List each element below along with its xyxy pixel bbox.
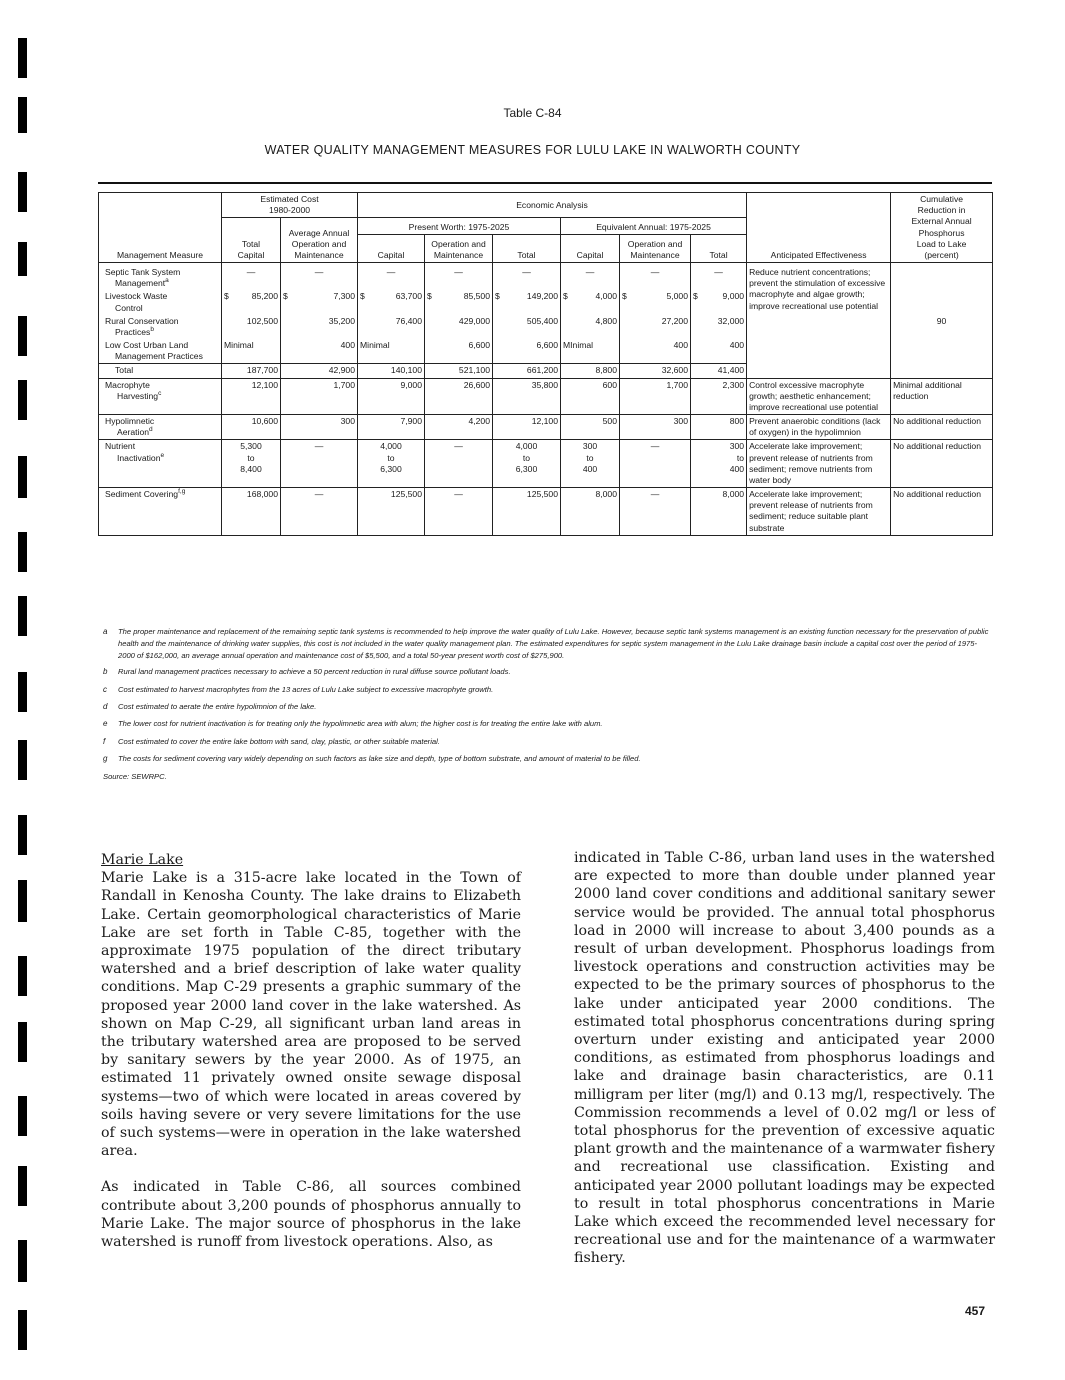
effectiveness-cell: Control excessive macrophyte growth; aesthetic enhancement; improve recreational use potential bbox=[747, 378, 891, 415]
binding-mark bbox=[18, 1166, 27, 1206]
value-cell: 4,000 to 6,300 bbox=[358, 440, 425, 488]
text-column-left bbox=[101, 851, 521, 1251]
value-cell: Minimal bbox=[222, 339, 281, 364]
value-cell: — bbox=[493, 266, 561, 290]
measure-cell: Macrophyte Harvesting$^c$ bbox=[99, 378, 222, 415]
header-total-capital: Total Capital bbox=[222, 218, 281, 263]
table-row bbox=[99, 488, 993, 536]
footnote: c Cost estimated to harvest macrophytes from the 13 acres of Lulu Lake subject to excessive macrophyte growth. bbox=[103, 684, 494, 694]
header-anticipated-effectiveness: Anticipated Effectiveness bbox=[747, 193, 891, 263]
header-present-worth: Present Worth: 1975-2025 bbox=[358, 218, 561, 235]
value-cell: 12,100 bbox=[222, 378, 281, 415]
value-cell: 300 bbox=[620, 415, 691, 440]
header-pw-capital: Capital bbox=[358, 235, 425, 263]
table-row bbox=[99, 415, 993, 440]
value-cell: Minimal bbox=[358, 339, 425, 364]
paragraph: Marie Lake is a 315-acre lake located in the Town of Randall in Kenosha County. The lake drains to Elizabeth Lake. Certain geomorphological characteristics of Marie Lake are set forth in Table C-85, together with the approximate 1975 population of the direct tributary watershed and a brief description of lake water quality conditions. Map C-29 presents a graphic summary of the proposed year 2000 land cover in the lake watershed. As shown on Map C-29, all significant urban land areas in the tributary watershed area are proposed to be served by sanitary sewers by the year 2000. As of 1975, an estimated 11 privately owned onsite sewage disposal systems—two of which were located in areas covered by soils having severe or very severe limitations for the use of such systems—were in operation in the lake watershed area. bbox=[101, 870, 521, 1160]
footnote: e The lower cost for nutrient inactivation is for treating only the hypolimnetic area with alum; the higher cost is for treating the entire lake with alum. bbox=[103, 719, 603, 729]
rule-line bbox=[98, 182, 992, 184]
binding-mark bbox=[18, 456, 27, 498]
source-line: Source: SEWRPC. bbox=[103, 771, 167, 781]
cumulative-cell: No additional reduction bbox=[891, 440, 993, 488]
effectiveness-cell: Prevent anaerobic conditions (lack of oxygen) in the hypolimnion bbox=[747, 415, 891, 440]
value-cell: $ 9,000 bbox=[691, 290, 747, 314]
text-column-right bbox=[574, 849, 995, 1268]
value-cell: 10,600 bbox=[222, 415, 281, 440]
value-cell: $ 5,000 bbox=[620, 290, 691, 314]
binding-mark bbox=[18, 880, 27, 922]
value-cell: $ 85,200 bbox=[222, 290, 281, 314]
value-cell: 12,100 bbox=[493, 415, 561, 440]
measure-cell: Low Cost Urban Land Management Practices bbox=[99, 339, 222, 364]
cumulative-cell: No additional reduction bbox=[891, 415, 993, 440]
binding-mark bbox=[18, 532, 27, 572]
value-cell: — bbox=[620, 488, 691, 536]
value-cell: 4,800 bbox=[561, 315, 620, 339]
value-cell: 168,000 bbox=[222, 488, 281, 536]
binding-mark bbox=[18, 172, 27, 212]
page-number: 457 bbox=[965, 1304, 986, 1318]
header-ea-capital: Capital bbox=[561, 235, 620, 263]
value-cell: $ 7,300 bbox=[281, 290, 358, 314]
table-title: Table C-84 bbox=[503, 106, 562, 120]
value-cell: — bbox=[281, 488, 358, 536]
header-pw-total: Total bbox=[493, 235, 561, 263]
value-cell: 6,600 bbox=[493, 339, 561, 364]
header-economic-analysis: Economic Analysis bbox=[358, 193, 747, 218]
value-cell: 521,100 bbox=[425, 364, 493, 378]
value-cell: $ 63,700 bbox=[358, 290, 425, 314]
header-pw-om: Operation and Maintenance bbox=[425, 235, 493, 263]
value-cell: 429,000 bbox=[425, 315, 493, 339]
value-cell: $ 85,500 bbox=[425, 290, 493, 314]
value-cell: 35,200 bbox=[281, 315, 358, 339]
value-cell: $ 4,000 bbox=[561, 290, 620, 314]
table-row bbox=[99, 378, 993, 415]
effectiveness-cell: Reduce nutrient concentrations; prevent the stimulation of excessive macrophyte and algae growth; improve recreational use potential bbox=[747, 266, 891, 378]
value-cell: 42,900 bbox=[281, 364, 358, 378]
value-cell: $ 149,200 bbox=[493, 290, 561, 314]
table-row bbox=[99, 266, 993, 290]
binding-mark bbox=[18, 815, 27, 855]
value-cell: 4,000 to 6,300 bbox=[493, 440, 561, 488]
value-cell: 32,000 bbox=[691, 315, 747, 339]
binding-mark bbox=[18, 596, 27, 636]
value-cell: 140,100 bbox=[358, 364, 425, 378]
header-equivalent-annual: Equivalent Annual: 1975-2025 bbox=[561, 218, 747, 235]
value-cell: 27,200 bbox=[620, 315, 691, 339]
value-cell: 5,300 to 8,400 bbox=[222, 440, 281, 488]
value-cell: 300 to 400 bbox=[691, 440, 747, 488]
binding-mark bbox=[18, 1096, 27, 1136]
binding-mark bbox=[18, 380, 27, 420]
value-cell: 800 bbox=[691, 415, 747, 440]
header-average-annual-om: Average Annual Operation and Maintenance bbox=[281, 218, 358, 263]
management-measures-table bbox=[98, 192, 993, 536]
value-cell: 1,700 bbox=[281, 378, 358, 415]
measure-cell: Nutrient Inactivation$^e$ bbox=[99, 440, 222, 488]
measure-cell: Septic Tank System Management$^a$ bbox=[99, 266, 222, 290]
table-row bbox=[99, 440, 993, 488]
binding-mark bbox=[18, 1310, 27, 1350]
value-cell: — bbox=[358, 266, 425, 290]
value-cell: MInimal bbox=[561, 339, 620, 364]
value-cell: 2,300 bbox=[691, 378, 747, 415]
value-cell: 6,600 bbox=[425, 339, 493, 364]
value-cell: 125,500 bbox=[358, 488, 425, 536]
value-cell: 35,800 bbox=[493, 378, 561, 415]
value-cell: 125,500 bbox=[493, 488, 561, 536]
header-estimated-cost: Estimated Cost 1980-2000 bbox=[222, 193, 358, 218]
value-cell: — bbox=[620, 266, 691, 290]
value-cell: — bbox=[281, 440, 358, 488]
value-cell: 661,200 bbox=[493, 364, 561, 378]
binding-mark bbox=[18, 740, 27, 780]
value-cell: 600 bbox=[561, 378, 620, 415]
value-cell: 187,700 bbox=[222, 364, 281, 378]
binding-mark bbox=[18, 956, 27, 996]
footnote: a The proper maintenance and replacement of the remaining septic tank systems is recommended to help improve the water quality of Lulu Lake. However, because septic tank systems management is an existing function necessary for the preservation of public health and the maintenance of drinking water supplies, this cost is not included in the water quality management plan. The estimated expenditures for septic system management in the Lulu Lake drainage basin include a capital cost over the period of 1975-2000 of $162,000, an average annual operation and maintenance cost of $5,500, and a total 50-year present worth cost of $275,900. bbox=[103, 627, 989, 660]
header-measure: Management Measure bbox=[99, 193, 222, 263]
value-cell: 8,000 bbox=[691, 488, 747, 536]
value-cell: 505,400 bbox=[493, 315, 561, 339]
binding-mark bbox=[18, 316, 27, 356]
footnote: g The costs for sediment covering vary widely depending on such factors as lake size and depth, type of bottom substrate, and amount of material to be filled. bbox=[103, 754, 641, 764]
measure-cell: Sediment Covering$^{f,g}$ bbox=[99, 488, 222, 536]
section-heading: Marie Lake bbox=[101, 852, 184, 868]
measure-cell: Total bbox=[99, 364, 222, 378]
binding-mark bbox=[18, 38, 27, 78]
header-ea-total: Total bbox=[691, 235, 747, 263]
value-cell: 1,700 bbox=[620, 378, 691, 415]
cumulative-cell: Minimal additional reduction bbox=[891, 378, 993, 415]
value-cell: 300 to 400 bbox=[561, 440, 620, 488]
value-cell: — bbox=[425, 266, 493, 290]
binding-mark bbox=[18, 242, 27, 276]
value-cell: 8,000 bbox=[561, 488, 620, 536]
value-cell: 500 bbox=[561, 415, 620, 440]
value-cell: — bbox=[281, 266, 358, 290]
value-cell: 400 bbox=[620, 339, 691, 364]
value-cell: 76,400 bbox=[358, 315, 425, 339]
value-cell: 4,200 bbox=[425, 415, 493, 440]
binding-mark bbox=[18, 1240, 27, 1282]
value-cell: 102,500 bbox=[222, 315, 281, 339]
paragraph: As indicated in Table C-86, all sources combined contribute about 3,200 pounds of phosphorus annually to Marie Lake. The major source of phosphorus in the lake watershed is runoff from livestock operations. Also, as bbox=[101, 1179, 521, 1251]
header-cumulative-reduction: Cumulative Reduction in External Annual Phosphorus Load to Lake (percent) bbox=[891, 193, 993, 263]
binding-mark bbox=[18, 672, 27, 712]
value-cell: — bbox=[561, 266, 620, 290]
value-cell: 9,000 bbox=[358, 378, 425, 415]
value-cell: 400 bbox=[691, 339, 747, 364]
effectiveness-cell: Accelerate lake improvement; prevent release of nutrients from sediment; remove nutrients from water body bbox=[747, 440, 891, 488]
value-cell: — bbox=[425, 488, 493, 536]
footnote: f Cost estimated to cover the entire lake bottom with sand, clay, plastic, or other suitable material. bbox=[103, 736, 440, 746]
value-cell: 8,800 bbox=[561, 364, 620, 378]
value-cell: — bbox=[222, 266, 281, 290]
header-ea-om: Operation and Maintenance bbox=[620, 235, 691, 263]
value-cell: 400 bbox=[281, 339, 358, 364]
value-cell: 300 bbox=[281, 415, 358, 440]
cumulative-cell: No additional reduction bbox=[891, 488, 993, 536]
effectiveness-cell: Accelerate lake improvement; prevent release of nutrients from sediment; reduce suitable plant substrate bbox=[747, 488, 891, 536]
binding-mark bbox=[18, 1022, 27, 1062]
paragraph: indicated in Table C-86, urban land uses in the watershed are expected to more than double under planned year 2000 land cover conditions and additional sanitary sewer service would be provided. The annual total phosphorus load in 2000 will increase to about 3,400 pounds as a result of urban development. Phosphorus loadings from livestock operations and construction activities may be expected to be the primary sources of phosphorus to the lake under anticipated year 2000 conditions. The estimated total phosphorus concentrations during spring overturn under existing and anticipated year 2000 conditions, as estimated from phosphorus loadings and lake and drainage basin characteristics, are 0.11 milligram per liter (mg/l) and 0.13 mg/l, respectively. The Commission recommends a level of 0.02 mg/l or less of total phosphorus for the prevention of excessive aquatic plant growth and the maintenance of a warmwater fishery and recreational use classification. Existing and anticipated year 2000 pollutant loadings may be expected to result in total phosphorus concentrations in Marie Lake which exceed the recommended level necessary for recreational use and for the maintenance of a warmwater fishery. bbox=[574, 850, 995, 1267]
measure-cell: Rural Conservation Practices$^b$ bbox=[99, 315, 222, 339]
value-cell: 7,900 bbox=[358, 415, 425, 440]
value-cell: — bbox=[425, 440, 493, 488]
table-heading: WATER QUALITY MANAGEMENT MEASURES FOR LULU LAKE IN WALWORTH COUNTY bbox=[264, 143, 801, 157]
value-cell: 26,600 bbox=[425, 378, 493, 415]
value-cell: 41,400 bbox=[691, 364, 747, 378]
footnotes bbox=[103, 626, 991, 782]
footnote: b Rural land management practices necessary to achieve a 50 percent reduction in rural diffuse source pollutant loads. bbox=[103, 667, 511, 677]
value-cell: 32,600 bbox=[620, 364, 691, 378]
measure-cell: Hypolimnetic Aeration$^d$ bbox=[99, 415, 222, 440]
cumulative-cell: 90 bbox=[891, 266, 993, 378]
value-cell: — bbox=[691, 266, 747, 290]
footnote: d Cost estimated to aerate the entire hypolimnion of the lake. bbox=[103, 702, 317, 712]
value-cell: — bbox=[620, 440, 691, 488]
measure-cell: Livestock Waste Control bbox=[99, 290, 222, 314]
